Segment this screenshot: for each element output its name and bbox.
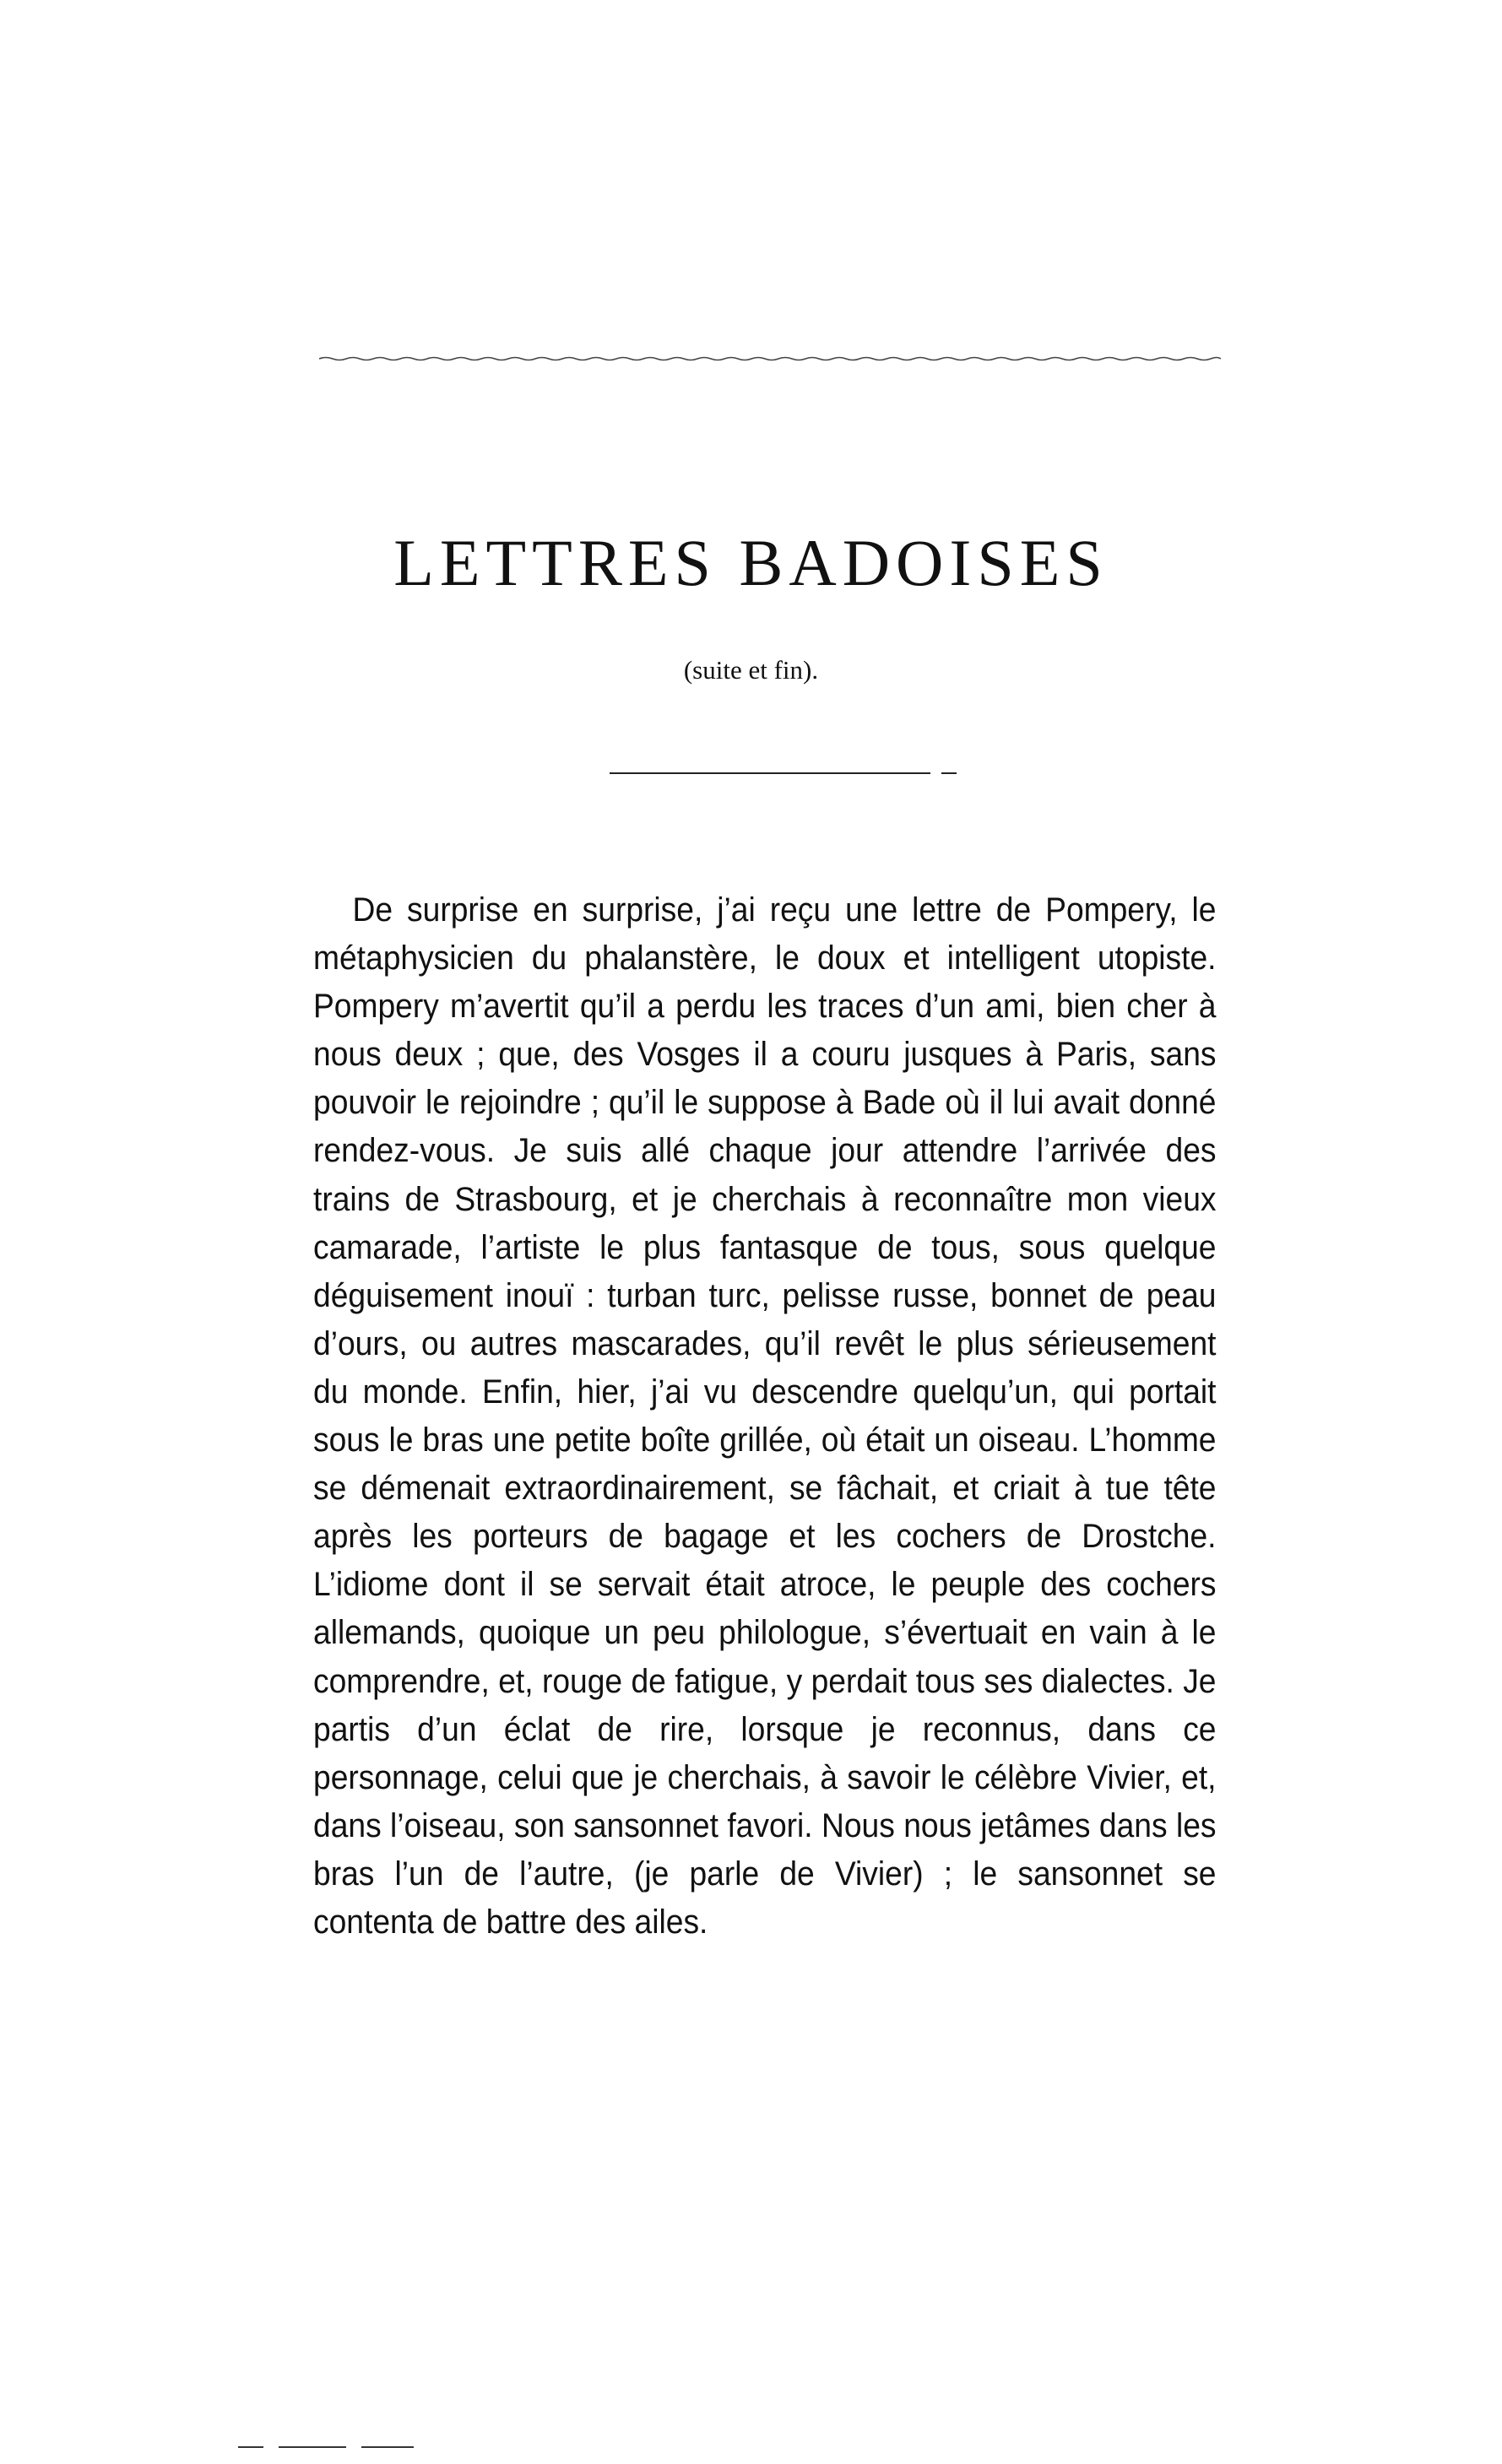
- footer-rule: [238, 2446, 263, 2448]
- article-title: LETTRES BADOISES: [393, 526, 1109, 599]
- header-ornamental-rule: [319, 355, 1221, 363]
- article-paragraph: De surprise en surprise, j’ai reçu une lettre de Pompery, le métaphysicien du phalanstère, le doux et intelligent utopiste. Pompery m’avertit qu’il a perdu les traces d’un ami, bien cher à nous deux ; que, des Vosges il a couru jusques à Paris, sans pouvoir le rejoindre ; qu’il le suppose à Bade où il lui avait donné rendez-vous. Je suis allé chaque jour attendre l’arrivée des trains de Strasbourg, et je cherchais à reconnaître mon vieux camarade, l’artiste le plus fantasque de tous, sous quelque déguisement inouï : turban turc, pelisse russe, bonnet de peau d’ours, ou autres mascarades, qu’il revêt le plus sérieusement du monde. Enfin, hier, j’ai vu descendre quelqu’un, qui portait sous le bras une petite boîte grillée, où était un oiseau. L’homme se démenait extraordinairement, se fâchait, et criait à tue tête après les porteurs de bagage et les cochers de Drostche. L’idiome dont il se servait était atroce, le peuple des cochers allemands, quoique un peu philologue, s’évertuait en vain à le comprendre, et, rouge de fatigue, y perdait tous ses dialectes. Je partis d’un éclat de rire, lorsque je reconnus, dans ce personnage, celui que je cherchais, à savoir le célèbre Vivier, et, dans l’oiseau, son sansonnet favori. Nous nous jetâmes dans les bras l’un de l’autre, (je parle de Vivier) ; le sansonnet se contenta de battre des ailes.: [313, 891, 1217, 1941]
- section-divider: [610, 772, 930, 774]
- article-subtitle: (suite et fin).: [683, 655, 819, 685]
- footer-rule: [361, 2446, 414, 2448]
- footer-rule: [279, 2446, 346, 2448]
